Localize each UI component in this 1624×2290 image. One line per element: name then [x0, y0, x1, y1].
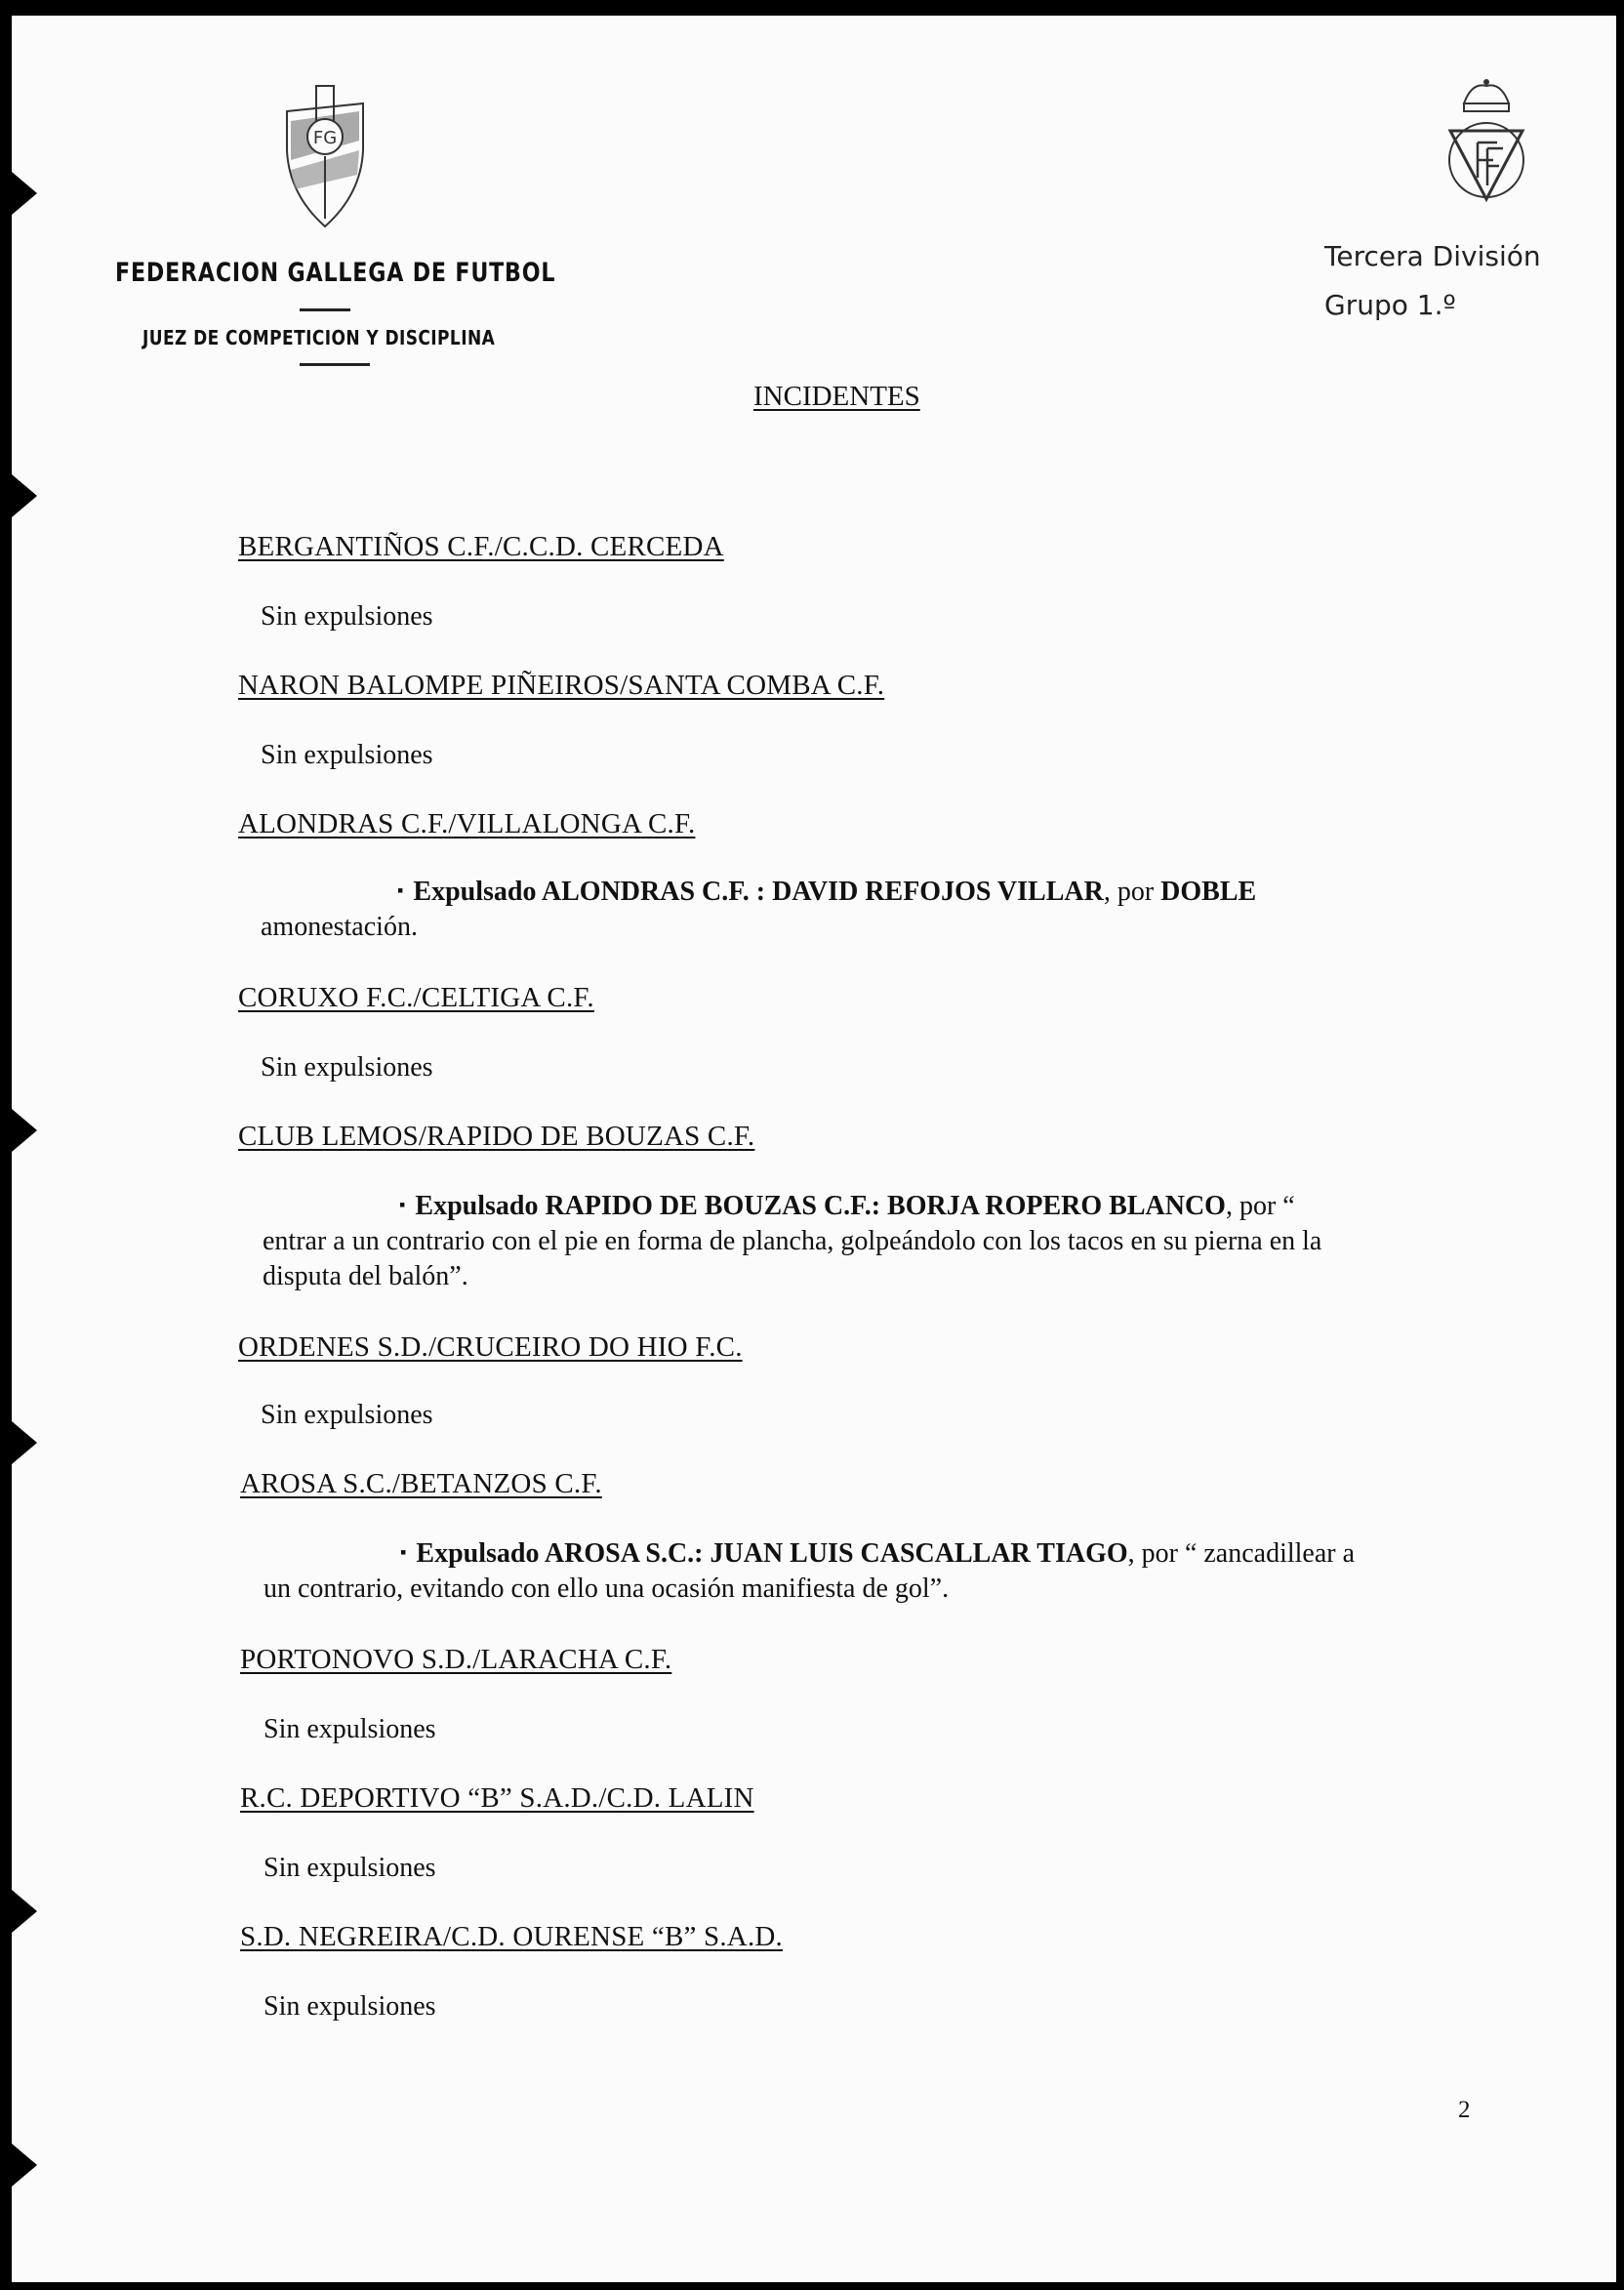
torn-edge: [12, 1421, 37, 1464]
match-note: Sin expulsiones: [261, 1052, 433, 1083]
incident-entry: [264, 1534, 1562, 1607]
incident-text: entrar a un contrario con el pie en forma de plancha, golpeándolo con los tacos en su pierna en la: [263, 1226, 1322, 1256]
match-note: Sin expulsiones: [261, 740, 433, 770]
match-title: AROSA S.C./BETANZOS C.F.: [240, 1468, 602, 1499]
committee-name: JUEZ DE COMPETICION Y DISCIPLINA: [142, 326, 496, 349]
match-title: ORDENES S.D./CRUCEIRO DO HIO F.C.: [238, 1331, 743, 1363]
incident-player: Expulsado RAPIDO DE BOUZAS C.F.: BORJA ROPERO BLANCO: [415, 1191, 1226, 1221]
incident-text: disputa del balón”.: [263, 1261, 468, 1291]
incident-player: Expulsado AROSA S.C.: JUAN LUIS CASCALLAR TIAGO: [416, 1538, 1128, 1569]
group-name: Grupo 1.º: [1324, 289, 1456, 321]
document-page: [12, 16, 1616, 2282]
match-note: Sin expulsiones: [264, 1853, 436, 1883]
torn-edge: [12, 1890, 37, 1933]
match-note: Sin expulsiones: [261, 1400, 433, 1430]
bullet-icon: ▪: [399, 1195, 406, 1214]
match-title: BERGANTIÑOS C.F./C.C.D. CERCEDA: [238, 531, 724, 562]
incident-text: amonestación.: [261, 912, 418, 942]
divider: [300, 308, 350, 311]
match-title: CORUXO F.C./CELTIGA C.F.: [238, 982, 594, 1013]
match-title: CLUB LEMOS/RAPIDO DE BOUZAS C.F.: [238, 1121, 755, 1152]
federation-crest-icon: [281, 82, 369, 228]
incident-player: Expulsado ALONDRAS C.F. : DAVID REFOJOS VILLAR: [413, 877, 1104, 907]
incident-text: un contrario, evitando con ello una ocasión manifiesta de gol”.: [264, 1574, 950, 1604]
match-title: S.D. NEGREIRA/C.D. OURENSE “B” S.A.D.: [240, 1921, 783, 1952]
match-title: R.C. DEPORTIVO “B” S.A.D./C.D. LALIN: [240, 1782, 754, 1814]
torn-edge: [12, 1109, 37, 1152]
match-note: Sin expulsiones: [264, 1714, 436, 1744]
svg-text:FG: FG: [312, 128, 338, 148]
bullet-icon: ▪: [400, 1542, 407, 1562]
federation-name: FEDERACION GALLEGA DE FUTBOL: [115, 258, 556, 288]
match-note: Sin expulsiones: [264, 1991, 436, 2022]
match-title: ALONDRAS C.F./VILLALONGA C.F.: [238, 808, 696, 839]
incident-text: , por “ zancadillear a: [1127, 1538, 1356, 1569]
incident-reason: DOBLE: [1160, 877, 1257, 907]
incident-text: , por: [1103, 877, 1161, 907]
division-label: [1324, 232, 1541, 330]
torn-edge: [12, 2144, 37, 2187]
division-name: Tercera División: [1324, 240, 1541, 272]
page-title: INCIDENTES: [753, 381, 920, 412]
incident-entry: [261, 873, 1529, 945]
rfef-crest-icon: [1442, 76, 1530, 213]
match-title: PORTONOVO S.D./LARACHA C.F.: [240, 1644, 672, 1675]
bullet-icon: ▪: [397, 880, 404, 900]
divider: [300, 363, 370, 366]
incident-text: , por “: [1225, 1191, 1295, 1221]
torn-edge: [12, 474, 37, 517]
match-note: Sin expulsiones: [261, 601, 433, 632]
match-title: NARON BALOMPE PIÑEIROS/SANTA COMBA C.F.: [238, 670, 885, 701]
torn-edge: [12, 172, 37, 215]
incident-entry: [263, 1187, 1531, 1294]
page-number: 2: [1458, 2097, 1471, 2123]
